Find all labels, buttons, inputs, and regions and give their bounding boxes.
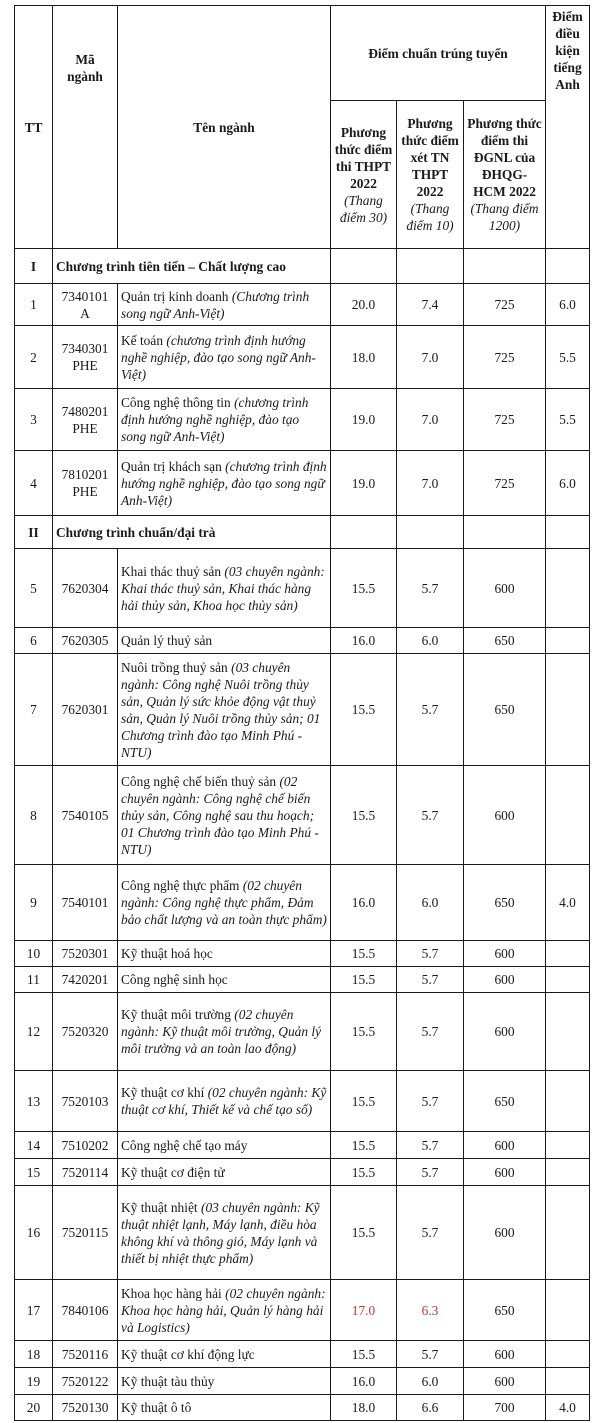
row-number: 11 (15, 967, 53, 993)
score-dgnl: 725 (464, 451, 546, 516)
header-method-2 (397, 101, 464, 249)
score-tn-thpt: 5.7 (397, 549, 464, 628)
score-thpt: 15.5 (331, 1186, 397, 1280)
english-requirement: 6.0 (546, 451, 590, 516)
row-number: 3 (15, 389, 53, 451)
score-thpt: 16.0 (331, 628, 397, 654)
score-tn-thpt: 6.0 (397, 865, 464, 941)
score-thpt: 19.0 (331, 451, 397, 516)
score-dgnl: 725 (464, 284, 546, 326)
score-dgnl: 600 (464, 1186, 546, 1280)
major-code: 7520103 (53, 1071, 118, 1132)
score-dgnl: 650 (464, 628, 546, 654)
score-dgnl: 600 (464, 1341, 546, 1368)
major-name (118, 1159, 331, 1186)
major-code: 7620304 (53, 549, 118, 628)
score-thpt: 16.0 (331, 1368, 397, 1395)
major-name (118, 389, 331, 451)
score-tn-thpt: 5.7 (397, 941, 464, 967)
major-note: (03 chuyên ngành: Kỹ thuật nhiệt lạnh, Máy lạnh, điều hòa không khí và thông gió, Máy lạnh và thiết bị nhiệt thực phẩm) (121, 1199, 320, 1266)
score-tn-thpt: 6.0 (397, 628, 464, 654)
score-dgnl: 725 (464, 389, 546, 451)
major-code: 7520122 (53, 1368, 118, 1395)
major-note: (02 chuyên ngành: Công nghệ thực phẩm, Đảm bảo chất lượng và an toàn thực phẩm) (121, 878, 327, 927)
major-name (118, 1132, 331, 1159)
row-number: 18 (15, 1341, 53, 1368)
score-thpt: 15.5 (331, 1341, 397, 1368)
score-tn-thpt: 5.7 (397, 993, 464, 1071)
major-note: (03 chuyên ngành: Khai thác thuỷ sản, Khai thác hàng hải thủy sản, Khoa học thủy sản) (121, 563, 325, 613)
section-number: II (15, 516, 53, 549)
table-row (15, 389, 590, 451)
score-thpt: 17.0 (331, 1280, 397, 1341)
score-tn-thpt: 5.7 (397, 1159, 464, 1186)
score-tn-thpt: 6.3 (397, 1280, 464, 1341)
row-number: 4 (15, 451, 53, 516)
score-thpt: 15.5 (331, 766, 397, 865)
score-dgnl: 650 (464, 654, 546, 766)
english-requirement (546, 1280, 590, 1341)
empty-cell (546, 516, 590, 549)
major-code: 7620301 (53, 654, 118, 766)
section-row (15, 249, 590, 284)
major-title: Khai thác thuỷ sản (121, 563, 222, 579)
section-row (15, 516, 590, 549)
major-name (118, 865, 331, 941)
header-ten-nganh: Tên ngành (118, 6, 331, 249)
major-code: 7540105 (53, 766, 118, 865)
english-requirement: 5.5 (546, 326, 590, 389)
major-title: Công nghệ chế tạo máy (121, 1137, 248, 1153)
major-name (118, 628, 331, 654)
score-thpt: 18.0 (331, 326, 397, 389)
empty-cell (331, 249, 397, 284)
empty-cell (397, 249, 464, 284)
score-thpt: 15.5 (331, 993, 397, 1071)
major-title: Kỹ thuật cơ khí động lực (121, 1346, 255, 1362)
english-requirement (546, 1368, 590, 1395)
header-method-3 (464, 101, 546, 249)
major-code: 7340101 A (53, 284, 118, 326)
english-requirement (546, 1132, 590, 1159)
row-number: 8 (15, 766, 53, 865)
score-thpt: 15.5 (331, 967, 397, 993)
major-note: (02 chuyên ngành: Công nghệ chế biến thủy sản, Công nghệ sau thu hoạch; 01 Chương trình đào tạo Minh Phú - NTU) (121, 773, 319, 857)
row-number: 15 (15, 1159, 53, 1186)
major-name (118, 1395, 331, 1421)
score-thpt: 18.0 (331, 1395, 397, 1421)
method-scale: (Thang điểm 10) (406, 201, 454, 233)
empty-cell (464, 249, 546, 284)
major-name (118, 766, 331, 865)
score-thpt: 15.5 (331, 941, 397, 967)
score-thpt: 20.0 (331, 284, 397, 326)
score-thpt: 15.5 (331, 1071, 397, 1132)
row-number: 6 (15, 628, 53, 654)
score-tn-thpt: 6.0 (397, 1368, 464, 1395)
score-dgnl: 600 (464, 1132, 546, 1159)
row-number: 16 (15, 1186, 53, 1280)
row-number: 14 (15, 1132, 53, 1159)
score-dgnl: 600 (464, 549, 546, 628)
major-note: (Chương trình song ngữ Anh-Việt) (121, 288, 310, 321)
method-title: Phương thức điểm thi THPT 2022 (334, 124, 393, 191)
table-row (15, 1186, 590, 1280)
major-name (118, 1280, 331, 1341)
major-name (118, 1071, 331, 1132)
major-name (118, 549, 331, 628)
score-tn-thpt: 5.7 (397, 1132, 464, 1159)
score-thpt: 19.0 (331, 389, 397, 451)
major-name (118, 284, 331, 326)
english-requirement: 4.0 (546, 865, 590, 941)
score-tn-thpt: 5.7 (397, 654, 464, 766)
row-number: 13 (15, 1071, 53, 1132)
major-title: Kỹ thuật tàu thủy (121, 1373, 215, 1389)
section-number: I (15, 249, 53, 284)
score-dgnl: 650 (464, 1280, 546, 1341)
major-code: 7340301 PHE (53, 326, 118, 389)
major-code: 7520114 (53, 1159, 118, 1186)
major-code: 7520320 (53, 993, 118, 1071)
major-code: 7510202 (53, 1132, 118, 1159)
major-title: Công nghệ thông tin (121, 395, 231, 410)
score-dgnl: 600 (464, 1368, 546, 1395)
major-name (118, 993, 331, 1071)
score-dgnl: 725 (464, 326, 546, 389)
method-title: Phương thức điểm thi ĐGNL của ĐHQG-HCM 2022 (467, 116, 542, 199)
header-diem-tieng-anh: Điểm điều kiện tiếng Anh (546, 6, 590, 249)
table-row (15, 1368, 590, 1395)
score-tn-thpt: 5.7 (397, 766, 464, 865)
score-dgnl: 600 (464, 941, 546, 967)
table-row (15, 654, 590, 766)
table-row (15, 941, 590, 967)
major-code: 7810201 PHE (53, 451, 118, 516)
empty-cell (331, 516, 397, 549)
major-title: Công nghệ thực phẩm (121, 878, 240, 893)
major-note: (02 chuyên ngành: Kỹ thuật cơ khí, Thiết kế và chế tạo số) (121, 1085, 327, 1117)
major-note: (chương trình định hướng nghề nghiệp, đào tạo song ngữ Anh-Việt) (121, 395, 309, 444)
major-title: Kỹ thuật cơ điện tử (121, 1164, 225, 1180)
major-code: 7480201 PHE (53, 389, 118, 451)
major-code: 7520301 (53, 941, 118, 967)
section-title: Chương trình tiên tiến – Chất lượng cao (53, 249, 331, 284)
score-tn-thpt: 5.7 (397, 1186, 464, 1280)
major-title: Quản trị kinh doanh (121, 288, 229, 304)
english-requirement: 6.0 (546, 284, 590, 326)
table-row (15, 967, 590, 993)
score-tn-thpt: 5.7 (397, 1341, 464, 1368)
english-requirement (546, 1071, 590, 1132)
row-number: 19 (15, 1368, 53, 1395)
major-title: Công nghệ sinh học (121, 972, 228, 987)
major-note: (02 chuyên ngành: Kỹ thuật môi trường, Quản lý môi trường và an toàn lao động) (121, 1007, 322, 1056)
table-row (15, 865, 590, 941)
row-number: 12 (15, 993, 53, 1071)
score-tn-thpt: 7.4 (397, 284, 464, 326)
major-note: (chương trình định hướng nghề nghiệp, đào tạo song ngữ Anh-Việt) (121, 458, 327, 508)
major-code: 7520116 (53, 1341, 118, 1368)
header-method-1 (331, 101, 397, 249)
row-number: 20 (15, 1395, 53, 1421)
english-requirement (546, 993, 590, 1071)
table-row (15, 1395, 590, 1421)
english-requirement (546, 1341, 590, 1368)
header-diem-chuan: Điểm chuẩn trúng tuyển (331, 6, 546, 101)
major-name (118, 1368, 331, 1395)
major-code: 7520115 (53, 1186, 118, 1280)
major-code: 7420201 (53, 967, 118, 993)
score-dgnl: 600 (464, 766, 546, 865)
score-dgnl: 600 (464, 993, 546, 1071)
score-dgnl: 650 (464, 865, 546, 941)
major-title: Nuôi trồng thuỷ sản (121, 659, 228, 675)
major-name (118, 326, 331, 389)
table-row (15, 628, 590, 654)
score-dgnl: 600 (464, 1159, 546, 1186)
row-number: 9 (15, 865, 53, 941)
english-requirement (546, 654, 590, 766)
major-title: Kỹ thuật nhiệt (121, 1199, 198, 1215)
header-tt: TT (15, 6, 53, 249)
table-row (15, 1132, 590, 1159)
major-title: Kỹ thuật cơ khí (121, 1085, 205, 1100)
table-row (15, 1159, 590, 1186)
score-thpt: 15.5 (331, 1132, 397, 1159)
score-thpt: 15.5 (331, 1159, 397, 1186)
table-row (15, 1280, 590, 1341)
english-requirement: 4.0 (546, 1395, 590, 1421)
english-requirement (546, 967, 590, 993)
method-title: Phương thức điểm xét TN THPT 2022 (401, 116, 459, 199)
major-title: Kỹ thuật hoá học (121, 946, 213, 961)
major-note: (02 chuyên ngành: Khoa học hàng hải, Quản lý hàng hải và Logistics) (121, 1285, 326, 1335)
major-name (118, 654, 331, 766)
table-row (15, 326, 590, 389)
empty-cell (464, 516, 546, 549)
major-title: Quản trị khách sạn (121, 458, 222, 474)
row-number: 10 (15, 941, 53, 967)
major-title: Công nghệ chế biến thuỷ sản (121, 773, 277, 789)
table-row (15, 993, 590, 1071)
score-thpt: 15.5 (331, 549, 397, 628)
score-dgnl: 700 (464, 1395, 546, 1421)
score-dgnl: 650 (464, 1071, 546, 1132)
table-row (15, 451, 590, 516)
major-title: Kế toán (121, 332, 164, 348)
table-row (15, 549, 590, 628)
major-title: Khoa học hàng hải (121, 1285, 222, 1301)
score-tn-thpt: 5.7 (397, 967, 464, 993)
major-name (118, 1341, 331, 1368)
english-requirement (546, 549, 590, 628)
score-dgnl: 600 (464, 967, 546, 993)
table-row (15, 284, 590, 326)
empty-cell (397, 516, 464, 549)
table-row (15, 1341, 590, 1368)
row-number: 5 (15, 549, 53, 628)
row-number: 7 (15, 654, 53, 766)
score-tn-thpt: 7.0 (397, 451, 464, 516)
major-note: (03 chuyên ngành: Công nghệ Nuôi trồng thủy sản, Quản lý sức khỏe động vật thuỷ sản, Quản lý Nuôi trồng thủy sản; 01 Chương trình đào tạo Minh Phú - NTU) (121, 659, 321, 760)
major-title: Quản lý thuỷ sản (121, 633, 213, 648)
score-tn-thpt: 7.0 (397, 326, 464, 389)
table-row (15, 1071, 590, 1132)
section-title: Chương trình chuẩn/đại trà (53, 516, 331, 549)
english-requirement (546, 1159, 590, 1186)
english-requirement: 5.5 (546, 389, 590, 451)
major-name (118, 941, 331, 967)
table-row (15, 766, 590, 865)
score-tn-thpt: 7.0 (397, 389, 464, 451)
english-requirement (546, 1186, 590, 1280)
major-code: 7540101 (53, 865, 118, 941)
score-thpt: 16.0 (331, 865, 397, 941)
method-scale: (Thang điểm 30) (339, 192, 388, 225)
major-note: (chương trình định hướng nghề nghiệp, đào tạo song ngữ Anh-Việt) (121, 332, 316, 382)
row-number: 1 (15, 284, 53, 326)
major-name (118, 451, 331, 516)
major-title: Kỹ thuật môi trường (121, 1007, 231, 1022)
major-title: Kỹ thuật ô tô (121, 1400, 192, 1415)
header-ma-nganh: Mã ngành (53, 6, 118, 249)
score-tn-thpt: 6.6 (397, 1395, 464, 1421)
major-name (118, 1186, 331, 1280)
major-name (118, 967, 331, 993)
english-requirement (546, 766, 590, 865)
major-code: 7520130 (53, 1395, 118, 1421)
row-number: 17 (15, 1280, 53, 1341)
admission-scores-table (14, 5, 590, 1421)
major-code: 7620305 (53, 628, 118, 654)
english-requirement (546, 941, 590, 967)
row-number: 2 (15, 326, 53, 389)
english-requirement (546, 628, 590, 654)
score-thpt: 15.5 (331, 654, 397, 766)
method-scale: (Thang điểm 1200) (470, 201, 539, 233)
major-code: 7840106 (53, 1280, 118, 1341)
empty-cell (546, 249, 590, 284)
score-tn-thpt: 5.7 (397, 1071, 464, 1132)
